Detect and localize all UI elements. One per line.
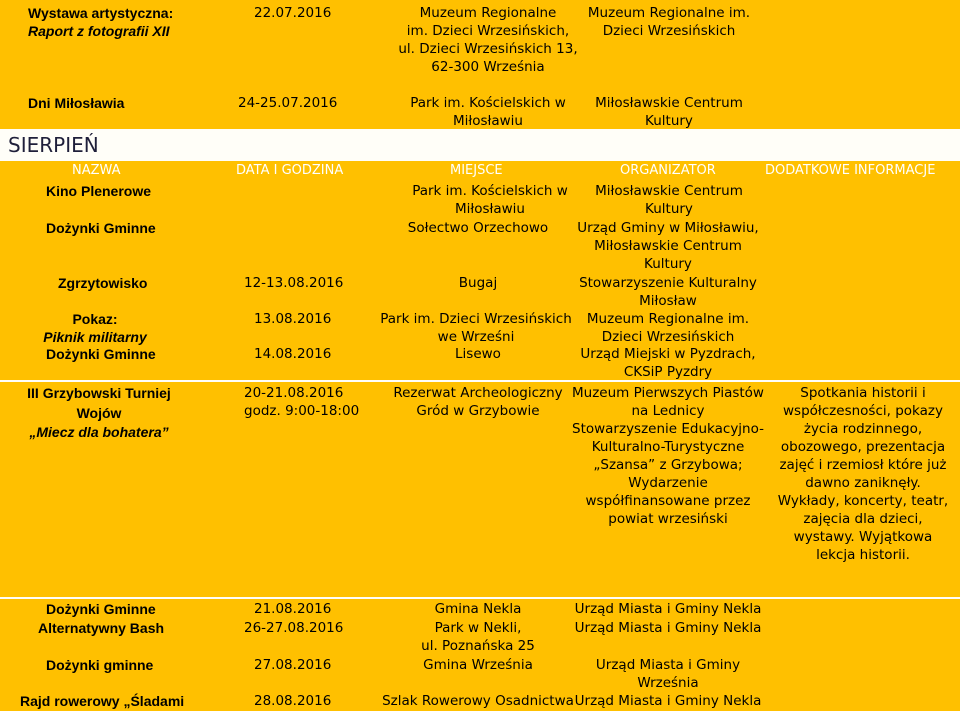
table-row	[0, 619, 960, 655]
table-row	[0, 345, 960, 380]
event-name: Dni Miłosławia	[28, 95, 125, 111]
event-place: Gmina Września	[423, 657, 533, 673]
event-organizer: Muzeum Regionalne im. Dzieci Wrzesińskich	[586, 311, 750, 345]
event-organizer: Urząd Miasta i Gminy Nekla	[574, 620, 762, 636]
event-date: 26-27.08.2016	[244, 620, 344, 636]
table-row	[0, 0, 960, 92]
event-date: 13.08.2016	[254, 311, 332, 327]
event-organizer: Muzeum Regionalne im. Dzieci Wrzesińskich	[587, 5, 751, 39]
event-date: 22.07.2016	[254, 5, 332, 21]
event-place: Rezerwat Archeologiczny Gród w Grzybowie	[393, 385, 563, 419]
table-row	[0, 92, 960, 129]
event-name: Dożynki Gminne	[46, 601, 156, 617]
event-date: 21.08.2016	[254, 601, 332, 617]
header-place: MIEJSCE	[450, 163, 503, 178]
table-header	[0, 161, 960, 182]
event-name: Kino Plenerowe	[46, 183, 152, 199]
event-organizer: Urząd Miasta i Gminy Nekla	[574, 693, 762, 709]
event-place: Park im. Kościelskich w Miłosławiu	[410, 95, 566, 129]
event-organizer: Urząd Miasta i Gminy Września	[595, 657, 741, 691]
event-place: Gmina Nekla	[434, 601, 522, 617]
table-row	[0, 382, 960, 597]
event-name: Zgrzytowisko	[58, 275, 148, 291]
event-organizer: Muzeum Pierwszych Piastów na Lednicy Stowarzyszenie Edukacyjno- Kulturalno-Turystyczne „Szansa” z Grzybowa; Wydarzenie współfinansowane przez powiat wrzesiński	[572, 385, 764, 527]
event-place: Park im. Dzieci Wrzesińskich we Wrześni	[380, 311, 572, 345]
event-organizer: Stowarzyszenie Kulturalny Miłosław	[579, 275, 757, 309]
table-row	[0, 310, 960, 347]
header-date: DATA I GODZINA	[236, 163, 344, 178]
header-name: NAZWA	[72, 163, 121, 178]
table-row	[0, 182, 960, 220]
table-row	[0, 273, 960, 310]
table-row	[0, 655, 960, 691]
event-organizer: Miłosławskie Centrum Kultury	[595, 183, 743, 217]
header-organizer: ORGANIZATOR	[620, 163, 716, 178]
event-name: III Grzybowski Turniej Wojów „Miecz dla bohatera”	[27, 385, 171, 440]
table-row	[0, 691, 960, 711]
event-name: Rajd rowerowy „Śladami	[20, 693, 185, 709]
event-organizer: Urząd Miasta i Gminy Nekla	[574, 601, 762, 617]
event-name: Wystawa artystyczna: Raport z fotografii XII	[28, 5, 174, 39]
event-place: Park im. Kościelskich w Miłosławiu	[412, 183, 568, 217]
event-date: 24-25.07.2016	[238, 95, 338, 111]
event-place: Sołectwo Orzechowo	[407, 220, 549, 236]
event-organizer: Miłosławskie Centrum Kultury	[595, 95, 743, 129]
event-date: 28.08.2016	[254, 693, 332, 709]
event-info: Spotkania historii i współczesności, pokazy życia rodzinnego, obozowego, prezentacja zajęć i rzemiosł które już dawno zaniknęły. Wykłady, koncerty, teatr, zajęcia dla dzieci, wystawy. Wyjątkowa lekcja historii.	[777, 385, 949, 563]
event-name: Alternatywny Bash	[38, 620, 165, 636]
event-place: Muzeum Regionalne im. Dzieci Wrzesińskich, ul. Dzieci Wrzesińskich 13, 62-300 Września	[398, 5, 578, 75]
event-name: Dożynki Gminne	[46, 220, 156, 236]
table-row	[0, 599, 960, 619]
event-organizer: Urząd Miejski w Pyzdrach, CKSiP Pyzdry	[580, 346, 756, 380]
event-place: Park w Nekli, ul. Poznańska 25	[421, 620, 535, 654]
header-info: DODATKOWE INFORMACJE	[765, 163, 936, 178]
event-date: 12-13.08.2016	[244, 275, 344, 291]
event-date: 27.08.2016	[254, 657, 332, 673]
event-place: Lisewo	[455, 346, 501, 362]
section-title-bar	[0, 129, 960, 159]
table-row	[0, 218, 960, 273]
event-organizer: Urząd Gminy w Miłosławiu, Miłosławskie Centrum Kultury	[577, 220, 759, 272]
event-place: Bugaj	[458, 275, 498, 291]
event-name: Dożynki gminne	[46, 657, 154, 673]
event-date: 20-21.08.2016 godz. 9:00-18:00	[244, 385, 360, 419]
event-date: 14.08.2016	[254, 346, 332, 362]
event-place: Szlak Rowerowy Osadnictwa	[382, 693, 574, 709]
section-title: SIERPIEŃ	[8, 133, 99, 157]
event-name: Dożynki Gminne	[46, 346, 156, 362]
event-name: Pokaz: Piknik militarny	[43, 311, 147, 345]
